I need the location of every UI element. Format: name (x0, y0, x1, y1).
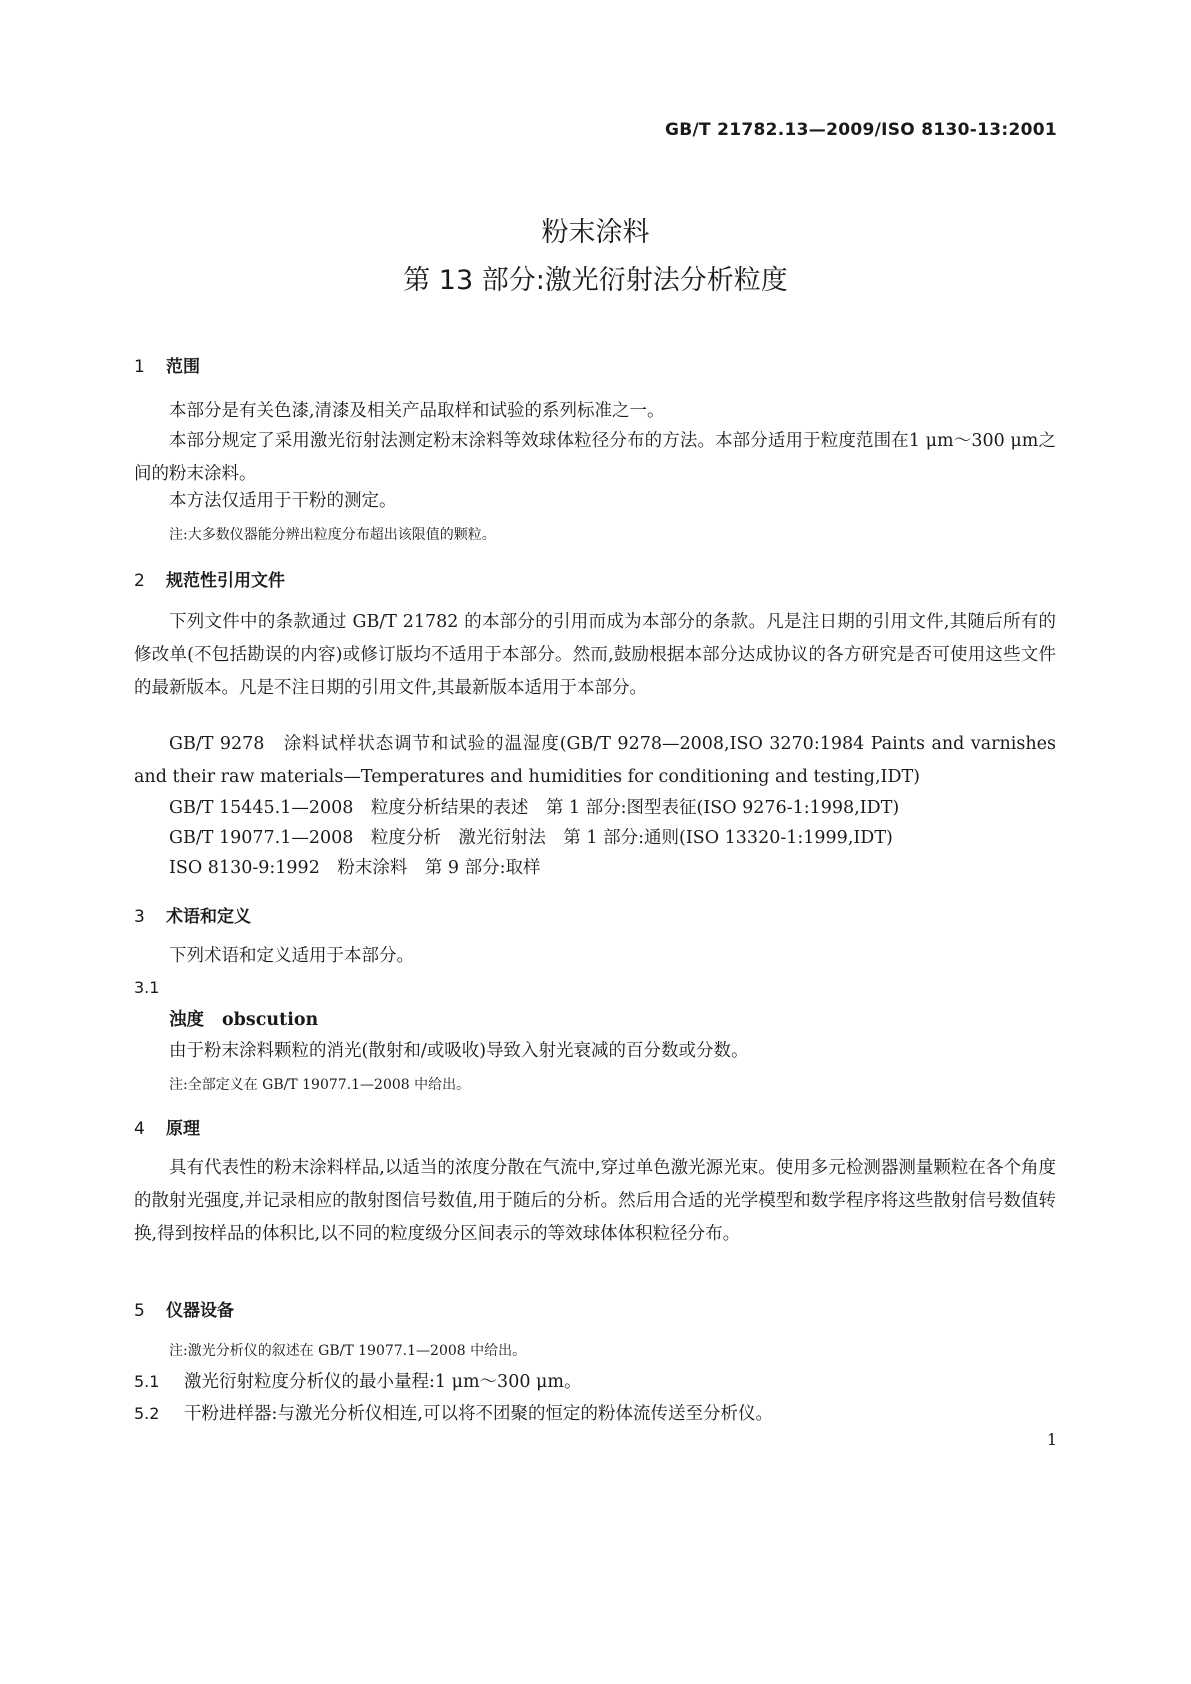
reference-entry: GB/T 19077.1—2008 粒度分析 激光衍射法 第 1 部分:通则(ISO 13320-1:1999,IDT) (169, 828, 893, 848)
document-title: 粉末涂料 (541, 217, 650, 248)
note: 注:激光分析仪的叙述在 GB/T 19077.1—2008 中给出。 (169, 1343, 527, 1359)
note: 注:全部定义在 GB/T 19077.1—2008 中给出。 (169, 1077, 471, 1093)
section-title: 仪器设备 (166, 1301, 234, 1321)
clause-5-1 (134, 1368, 582, 1393)
paragraph: 下列文件中的条款通过 GB/T 21782 的本部分的引用而成为本部分的条款。凡是注日期的引用文件,其随后所有的修改单(不包括勘误的内容)或修订版均不适用于本部分。然而,鼓励根据本部分达成协议的各方研究是否可使用这些文件的最新版本。凡是不注日期的引用文件,其最新版本适用于本部分。 (134, 612, 1056, 698)
paragraph: 具有代表性的粉末涂料样品,以适当的浓度分散在气流中,穿过单色激光源光束。使用多元检测器测量颗粒在各个角度的散射光强度,并记录相应的散射图信号数值,用于随后的分析。然后用合适的光学模型和数学程序将这些散射信号数值转换,得到按样品的体积比,以不同的粒度级分区间表示的等效球体体积粒径分布。 (134, 1158, 1056, 1244)
section-heading-1 (134, 352, 200, 377)
reference-entry: ISO 8130-9:1992 粉末涂料 第 9 部分:取样 (169, 858, 541, 878)
reference-entry: GB/T 15445.1—2008 粒度分析结果的表述 第 1 部分:图型表征(ISO 9276-1:1998,IDT) (169, 798, 900, 818)
page-number: 1 (1046, 1430, 1057, 1449)
section-number: 3 (134, 907, 145, 927)
clause-5-2 (134, 1400, 773, 1425)
note: 注:大多数仪器能分辨出粒度分布超出该限值的颗粒。 (169, 527, 496, 543)
clause-text: 干粉进样器:与激光分析仪相连,可以将不团聚的恒定的粉体流传送至分析仪。 (184, 1404, 773, 1424)
section-title: 原理 (166, 1119, 200, 1139)
section-number: 4 (134, 1119, 145, 1139)
document-subtitle: 第 13 部分:激光衍射法分析粒度 (403, 265, 788, 296)
section-number: 5 (134, 1301, 145, 1321)
section-number: 2 (134, 571, 145, 591)
paragraph: 本部分是有关色漆,清漆及相关产品取样和试验的系列标准之一。 (169, 401, 665, 421)
section-title: 范围 (166, 357, 200, 377)
term-chinese: 浊度 (169, 1010, 204, 1030)
term-entry (169, 1006, 318, 1031)
term-english: obscution (222, 1010, 319, 1030)
section-heading-3 (134, 902, 251, 927)
reference-entry: GB/T 9278 涂料试样状态调节和试验的温湿度(GB/T 9278—2008,ISO 3270:1984 Paints and varnishes and their raw materials—Temperatures and humidities for conditioning and testing,IDT) (134, 734, 1056, 787)
clause-text: 激光衍射粒度分析仪的最小量程:1 μm～300 μm。 (184, 1372, 582, 1392)
term-definition: 由于粉末涂料颗粒的消光(散射和/或吸收)导致入射光衰减的百分数或分数。 (169, 1041, 749, 1061)
section-heading-5 (134, 1296, 234, 1321)
section-title: 规范性引用文件 (166, 571, 285, 591)
clause-number: 5.1 (134, 1372, 160, 1391)
standard-code-header: GB/T 21782.13—2009/ISO 8130-13:2001 (665, 120, 1057, 140)
section-heading-4 (134, 1114, 200, 1139)
clause-number: 3.1 (134, 978, 160, 997)
section-number: 1 (134, 357, 145, 377)
section-heading-2 (134, 566, 285, 591)
paragraph: 下列术语和定义适用于本部分。 (169, 946, 414, 966)
clause-number: 5.2 (134, 1404, 160, 1423)
section-title: 术语和定义 (166, 907, 251, 927)
paragraph: 本部分规定了采用激光衍射法测定粉末涂料等效球体粒径分布的方法。本部分适用于粒度范围在1 μm～300 μm之间的粉末涂料。 (134, 431, 1056, 484)
paragraph: 本方法仅适用于干粉的测定。 (169, 491, 397, 511)
